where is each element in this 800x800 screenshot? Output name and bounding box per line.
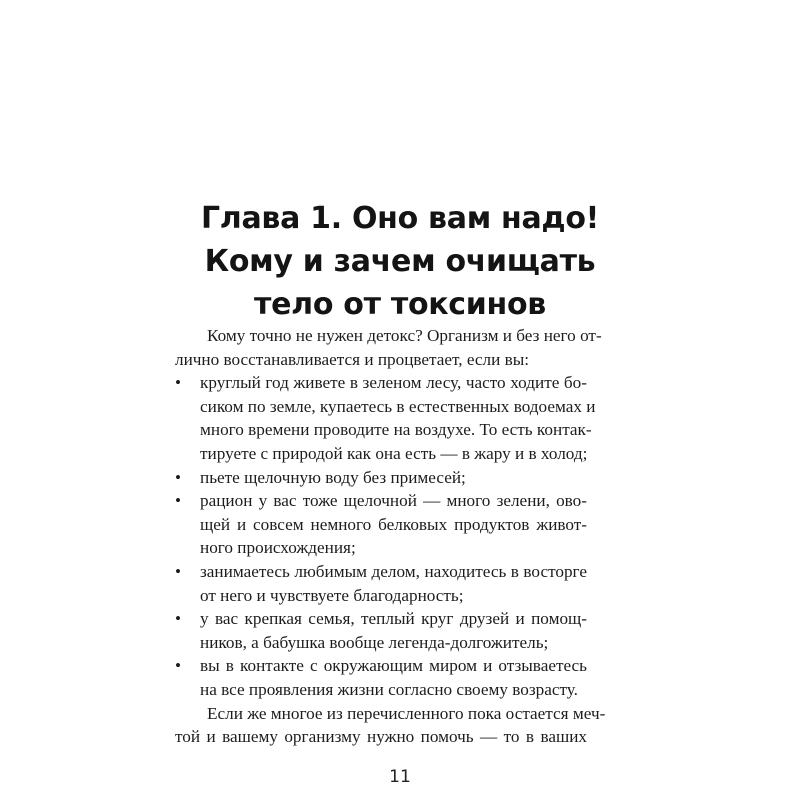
bullet-item-line [175,466,587,490]
bullet-item-line [175,560,587,584]
text-line: Кому точно не нужен детокс? Организм и без него от- [207,326,602,345]
bullet-text: вы в контакте с окружающим миром и отзываетесь [200,656,587,676]
page-number: 11 [389,767,411,787]
bullet-item-line [175,607,587,631]
bullet-item-line: тируете с природой как она есть — в жару и в холод; [200,443,588,463]
bullet-item-line: на все проявления жизни согласно своему возрасту. [200,679,578,699]
bullet-marker: • [175,561,182,581]
bullet-marker: • [175,609,182,629]
bullet-item-line [175,654,587,678]
bullet-item-line: ников, а бабушка вообще легенда-долгожитель; [200,632,549,652]
chapter-title-line: тело от токсинов [254,287,546,322]
chapter-title-line: Глава 1. Оно вам надо! [200,201,600,236]
bullet-marker: • [175,656,182,676]
bullet-item-line: щей и совсем немного белковых продуктов живот- [200,514,587,534]
bullet-marker: • [175,467,182,487]
body-text [175,324,606,749]
chapter-title [170,197,630,326]
bullet-item-line: ного происхождения; [200,538,356,558]
bullet-text: рацион у вас тоже щелочной — много зелени, ово- [200,491,587,511]
bullet-text: у вас крепкая семья, теплый круг друзей и помощ- [200,609,587,629]
text-line: Если же многое из перечисленного пока остается меч- [207,703,606,723]
bullet-text: занимаетесь любимым делом, находитесь в восторге [200,561,587,581]
bullet-item-line [175,489,587,513]
bullet-text: пьете щелочную воду без примесей; [200,467,466,487]
bullet-marker: • [175,491,182,511]
text-line: лично восстанавливается и процветает, если вы: [175,349,530,369]
bullet-marker: • [175,373,182,393]
bullet-item-line: от него и чувствуете благодарность; [200,585,464,605]
chapter-title-line: Кому и зачем очищать [204,244,596,279]
bullet-item-line [175,371,587,395]
text-line: той и вашему организму нужно помочь — то в ваших [175,727,587,747]
bullet-item-line: сиком по земле, купаетесь в естественных водоемах и [200,396,596,416]
bullet-text: круглый год живете в зеленом лесу, часто ходите бо- [200,373,587,393]
bullet-item-line: много времени проводите на воздухе. То есть контак- [200,420,592,440]
